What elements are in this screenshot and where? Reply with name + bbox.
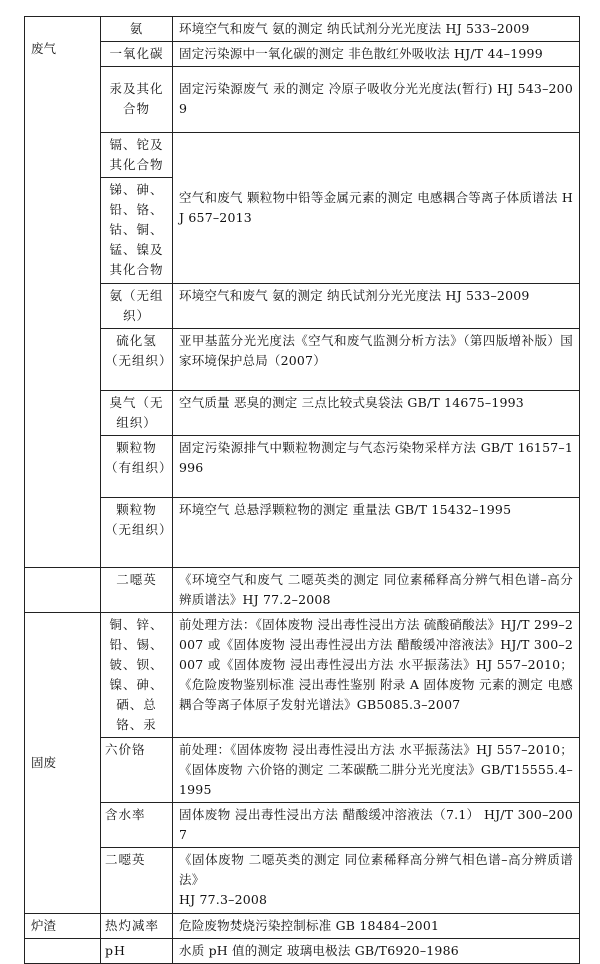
method-cell: 危险废物焚烧污染控制标准 GB 18484–2001 — [173, 914, 580, 939]
item-cell: 铜、锌、铅、锡、铍、钡、镍、砷、硒、总铬、汞 — [101, 613, 173, 738]
item-cell: 臭气（无组织） — [101, 391, 173, 436]
method-cell: 环境空气 总悬浮颗粒物的测定 重量法 GB/T 15432–1995 — [173, 498, 580, 568]
table-row — [25, 803, 580, 848]
table-row — [25, 848, 580, 914]
table-row — [25, 329, 580, 391]
method-cell: 固定污染源中一氧化碳的测定 非色散红外吸收法 HJ/T 44–1999 — [173, 42, 580, 67]
method-cell: 前处理：《固体废物 浸出毒性浸出方法 水平振荡法》HJ 557–2010；《固体废物 六价铬的测定 二苯碳酰二肼分光光度法》GB/T15555.4–1995 — [173, 738, 580, 803]
table-row — [25, 42, 580, 67]
item-cell: 二噁英 — [101, 568, 173, 613]
method-cell — [173, 848, 580, 914]
item-cell: 颗粒物（有组织） — [101, 436, 173, 498]
method-cell: 水质 pH 值的测定 玻璃电极法 GB/T6920–1986 — [173, 939, 580, 964]
item-cell: 二噁英 — [101, 848, 173, 914]
table-row — [25, 67, 580, 133]
table-row — [25, 284, 580, 329]
item-cell: 汞及其化合物 — [101, 67, 173, 133]
method-cell: 环境空气和废气 氨的测定 纳氏试剂分光光度法 HJ 533–2009 — [173, 284, 580, 329]
table-row — [25, 17, 580, 42]
item-cell: 热灼减率 — [101, 914, 173, 939]
method-standard: HJ 77.3–2008 — [179, 892, 268, 907]
item-cell: 氨 — [101, 17, 173, 42]
item-cell: 含水率 — [101, 803, 173, 848]
method-cell: 环境空气和废气 氨的测定 纳氏试剂分光光度法 HJ 533–2009 — [173, 17, 580, 42]
table-row — [25, 738, 580, 803]
method-cell: 固定污染源废气 汞的测定 冷原子吸收分光光度法(暂行) HJ 543–2009 — [173, 67, 580, 133]
table-row — [25, 568, 580, 613]
method-text: 《固体废物 二噁英类的测定 同位素稀释高分辨气相色谱–高分辨质谱法》 — [179, 852, 573, 887]
item-cell: 颗粒物（无组织） — [101, 498, 173, 568]
category-slag: 炉渣 — [25, 914, 101, 939]
item-cell: 氨（无组织） — [101, 284, 173, 329]
method-cell: 亚甲基蓝分光光度法《空气和废气监测分析方法》（第四版增补版）国家环境保护总局（2007） — [173, 329, 580, 391]
item-cell: 镉、铊及其化合物 — [101, 133, 173, 178]
method-cell: 固体废物 浸出毒性浸出方法 醋酸缓冲溶液法（7.1） HJ/T 300–2007 — [173, 803, 580, 848]
category-empty — [25, 568, 101, 613]
monitoring-methods-table — [24, 16, 580, 964]
table-row — [25, 914, 580, 939]
method-cell: 固定污染源排气中颗粒物测定与气态污染物采样方法 GB/T 16157–1996 — [173, 436, 580, 498]
method-cell: 空气和废气 颗粒物中铅等金属元素的测定 电感耦合等离子体质谱法 HJ 657–2013 — [173, 133, 580, 284]
table-row — [25, 391, 580, 436]
table-row — [25, 133, 580, 178]
item-cell: pH — [101, 939, 173, 964]
category-solid-waste: 固废 — [25, 613, 101, 914]
table-row — [25, 498, 580, 568]
item-cell: 硫化氢（无组织） — [101, 329, 173, 391]
item-cell: 六价铬 — [101, 738, 173, 803]
table-row — [25, 436, 580, 498]
method-cell: 空气质量 恶臭的测定 三点比较式臭袋法 GB/T 14675–1993 — [173, 391, 580, 436]
item-cell: 一氧化碳 — [101, 42, 173, 67]
category-waste-gas: 废气 — [25, 17, 101, 568]
table-row — [25, 613, 580, 738]
item-cell: 锑、砷、铅、铬、钴、铜、锰、镍及其化合物 — [101, 178, 173, 284]
method-cell: 前处理方法：《固体废物 浸出毒性浸出方法 硫酸硝酸法》HJ/T 299–2007 或《固体废物 浸出毒性浸出方法 醋酸缓冲溶液法》HJ/T 300–2007 或《固体废物 浸出毒性浸出方法 水平振荡法》HJ 557–2010；《危险废物鉴别标准 浸出毒性鉴别 附录 A 固体废物 元素的测定 电感耦合等离子体原子发射光谱法》GB5085.3–2007 — [173, 613, 580, 738]
method-cell: 《环境空气和废气 二噁英类的测定 同位素稀释高分辨气相色谱–高分辨质谱法》HJ 77.2–2008 — [173, 568, 580, 613]
